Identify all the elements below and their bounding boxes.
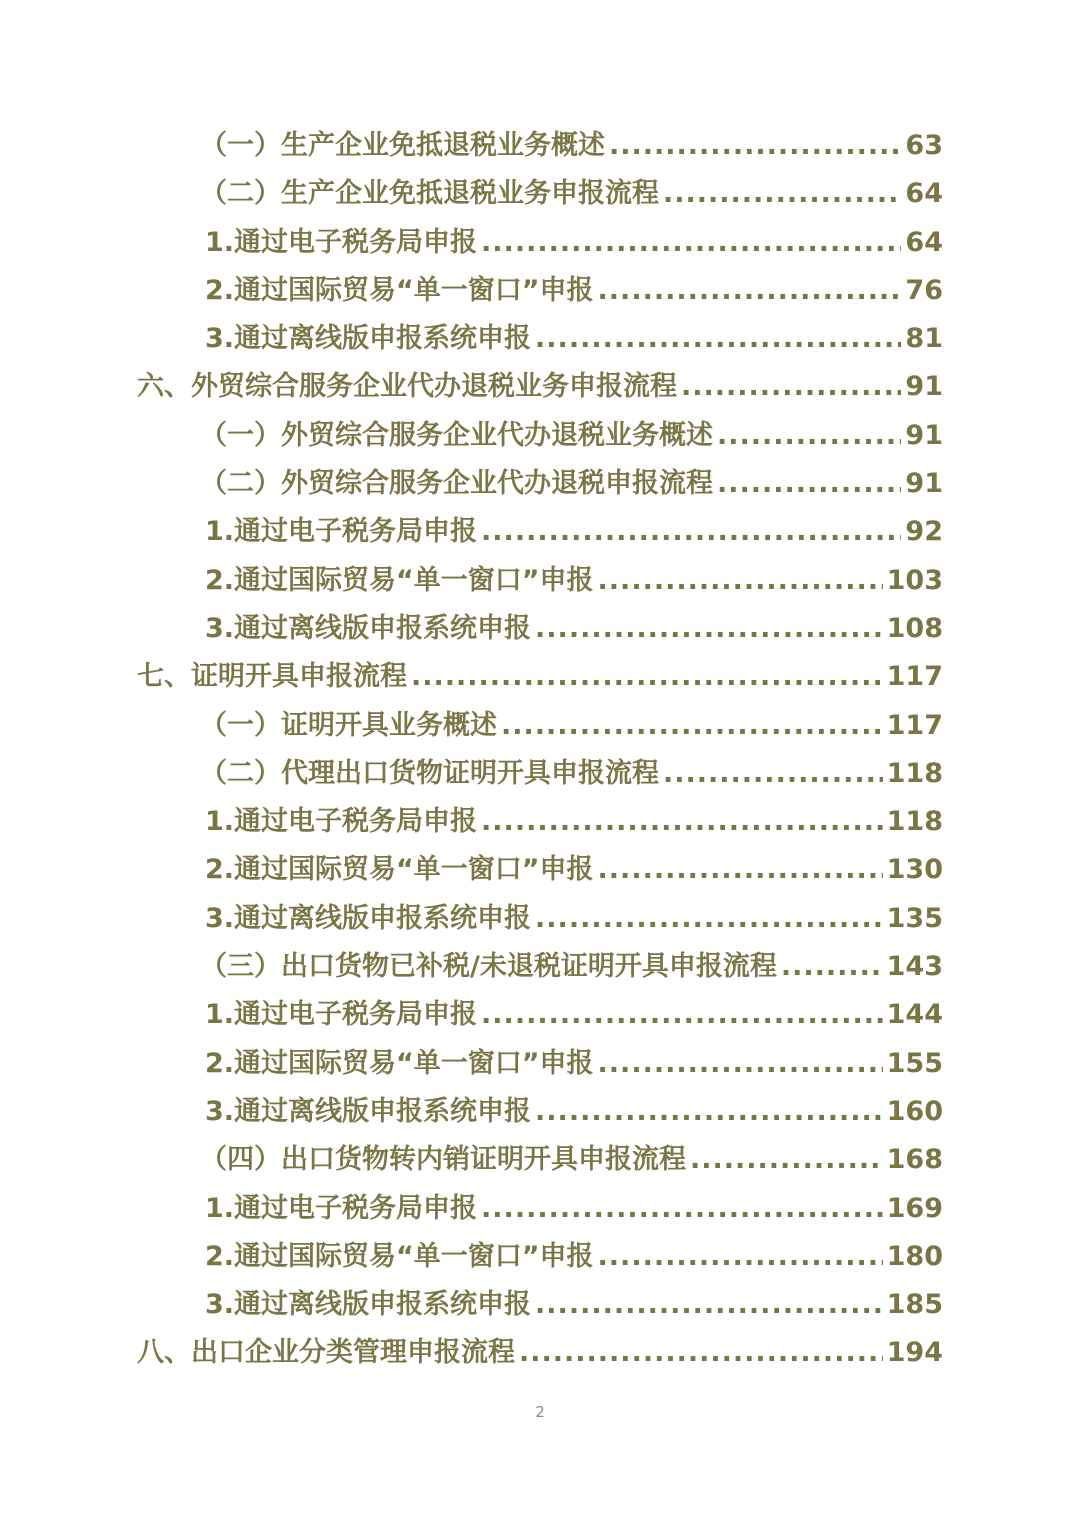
toc-entry-title: 2.通过国际贸易“单一窗口”申报 — [205, 564, 594, 596]
toc-entry-page-number: 108 — [886, 612, 943, 644]
toc-dot-leader — [717, 410, 901, 462]
toc-dot-leader — [598, 265, 902, 317]
toc-entry-page-number: 118 — [886, 757, 943, 789]
toc-dot-leader — [690, 1134, 883, 1186]
toc-entry-page-number: 180 — [886, 1240, 943, 1272]
toc-entry-title: 2.通过国际贸易“单一窗口”申报 — [205, 274, 594, 306]
toc-dot-leader — [481, 1183, 883, 1235]
toc-entry-page-number: 91 — [905, 371, 943, 403]
toc-entry-page-number: 143 — [886, 951, 943, 983]
toc-entry-page-number: 92 — [905, 516, 943, 548]
toc-entry-title: 3.通过离线版申报系统申报 — [205, 1095, 532, 1127]
toc-entry[interactable] — [0, 217, 1080, 265]
toc-entry[interactable] — [0, 651, 1080, 699]
toc-entry[interactable] — [0, 120, 1080, 168]
toc-entry-title: （一）生产企业免抵退税业务概述 — [200, 130, 605, 161]
toc-entry-page-number: 103 — [886, 564, 943, 596]
toc-entry[interactable] — [0, 361, 1080, 409]
toc-entry-title: （一）外贸综合服务企业代办退税业务概述 — [200, 419, 713, 451]
toc-dot-leader — [501, 700, 883, 752]
toc-entry-title: 1.通过电子税务局申报 — [205, 999, 478, 1031]
toc-entry-page-number: 155 — [886, 1047, 943, 1079]
toc-dot-leader — [781, 941, 883, 993]
toc-entry-page-number: 130 — [886, 854, 943, 886]
toc-entry-title: 3.通过离线版申报系统申报 — [205, 902, 532, 934]
toc-dot-leader — [717, 458, 901, 510]
toc-entry-page-number: 135 — [886, 902, 943, 934]
toc-entry-title: （二）生产企业免抵退税业务申报流程 — [200, 178, 659, 210]
toc-entry-title: 1.通过电子税务局申报 — [205, 1192, 478, 1224]
toc-entry-title: 3.通过离线版申报系统申报 — [205, 1289, 532, 1321]
toc-entry-page-number: 63 — [905, 130, 943, 161]
toc-entry-page-number: 185 — [886, 1289, 943, 1321]
toc-entry[interactable] — [0, 410, 1080, 458]
toc-entry-title: 2.通过国际贸易“单一窗口”申报 — [205, 1240, 594, 1272]
toc-entry[interactable] — [0, 1038, 1080, 1086]
toc-dot-leader — [609, 120, 901, 172]
toc-dot-leader — [519, 1327, 883, 1379]
toc-entry-page-number: 118 — [886, 806, 943, 838]
toc-dot-leader — [598, 555, 883, 607]
toc-dot-leader — [681, 361, 901, 413]
toc-dot-leader — [481, 506, 901, 558]
toc-entry[interactable] — [0, 458, 1080, 506]
toc-entry[interactable] — [0, 893, 1080, 941]
toc-dot-leader — [411, 651, 883, 703]
toc-entry[interactable] — [0, 506, 1080, 554]
toc-dot-leader — [535, 313, 901, 365]
toc-entry-page-number: 160 — [886, 1095, 943, 1127]
toc-entry[interactable] — [0, 1086, 1080, 1134]
toc-dot-leader — [598, 844, 883, 896]
toc-entry-page-number: 81 — [905, 323, 943, 355]
toc-entry[interactable] — [0, 748, 1080, 796]
toc-entry-page-number: 144 — [886, 999, 943, 1031]
toc-dot-leader — [598, 1231, 883, 1283]
toc-dot-leader — [535, 603, 883, 655]
toc-entry-page-number: 194 — [886, 1337, 943, 1369]
toc-entry-page-number: 64 — [905, 226, 943, 258]
toc-entry[interactable] — [0, 265, 1080, 313]
toc-entry-title: 六、外贸综合服务企业代办退税业务申报流程 — [137, 371, 677, 403]
toc-entry[interactable] — [0, 700, 1080, 748]
toc-entry-title: （四）出口货物转内销证明开具申报流程 — [200, 1144, 686, 1176]
toc-entry-page-number: 117 — [886, 709, 943, 741]
toc-entry-title: （一）证明开具业务概述 — [200, 709, 497, 741]
toc-dot-leader — [535, 1279, 883, 1331]
table-of-contents — [0, 120, 1080, 1376]
toc-dot-leader — [481, 217, 901, 269]
toc-dot-leader — [481, 796, 883, 848]
toc-entry[interactable] — [0, 989, 1080, 1037]
toc-entry[interactable] — [0, 555, 1080, 603]
toc-entry[interactable] — [0, 796, 1080, 844]
toc-entry[interactable] — [0, 1327, 1080, 1375]
toc-entry[interactable] — [0, 1183, 1080, 1231]
toc-dot-leader — [598, 1038, 883, 1090]
toc-entry-page-number: 91 — [905, 468, 943, 500]
toc-entry-title: 八、出口企业分类管理申报流程 — [137, 1337, 515, 1369]
toc-entry-title: （三）出口货物已补税/未退税证明开具申报流程 — [200, 951, 777, 983]
toc-dot-leader — [535, 893, 883, 945]
toc-entry[interactable] — [0, 1134, 1080, 1182]
toc-entry-title: 3.通过离线版申报系统申报 — [205, 612, 532, 644]
toc-dot-leader — [663, 748, 883, 800]
toc-dot-leader — [535, 1086, 883, 1138]
page-number: 2 — [535, 1403, 545, 1421]
toc-entry-title: 1.通过电子税务局申报 — [205, 516, 478, 548]
toc-entry-page-number: 91 — [905, 419, 943, 451]
toc-dot-leader — [481, 989, 883, 1041]
toc-entry-page-number: 169 — [886, 1192, 943, 1224]
toc-entry-title: 1.通过电子税务局申报 — [205, 226, 478, 258]
toc-entry-title: 七、证明开具申报流程 — [137, 661, 407, 693]
toc-entry[interactable] — [0, 313, 1080, 361]
toc-entry-page-number: 76 — [905, 274, 943, 306]
toc-entry[interactable] — [0, 1279, 1080, 1327]
toc-entry-title: （二）代理出口货物证明开具申报流程 — [200, 757, 659, 789]
toc-entry[interactable] — [0, 603, 1080, 651]
toc-entry-page-number: 117 — [886, 661, 943, 693]
toc-dot-leader — [663, 168, 901, 220]
toc-entry-title: 2.通过国际贸易“单一窗口”申报 — [205, 854, 594, 886]
toc-entry-title: （二）外贸综合服务企业代办退税申报流程 — [200, 468, 713, 500]
toc-entry-title: 1.通过电子税务局申报 — [205, 806, 478, 838]
toc-entry-title: 3.通过离线版申报系统申报 — [205, 323, 532, 355]
toc-entry[interactable] — [0, 168, 1080, 216]
toc-entry-page-number: 64 — [905, 178, 943, 210]
toc-entry[interactable] — [0, 844, 1080, 892]
toc-entry[interactable] — [0, 941, 1080, 989]
toc-entry-page-number: 168 — [886, 1144, 943, 1176]
toc-entry-title: 2.通过国际贸易“单一窗口”申报 — [205, 1047, 594, 1079]
toc-entry[interactable] — [0, 1231, 1080, 1279]
